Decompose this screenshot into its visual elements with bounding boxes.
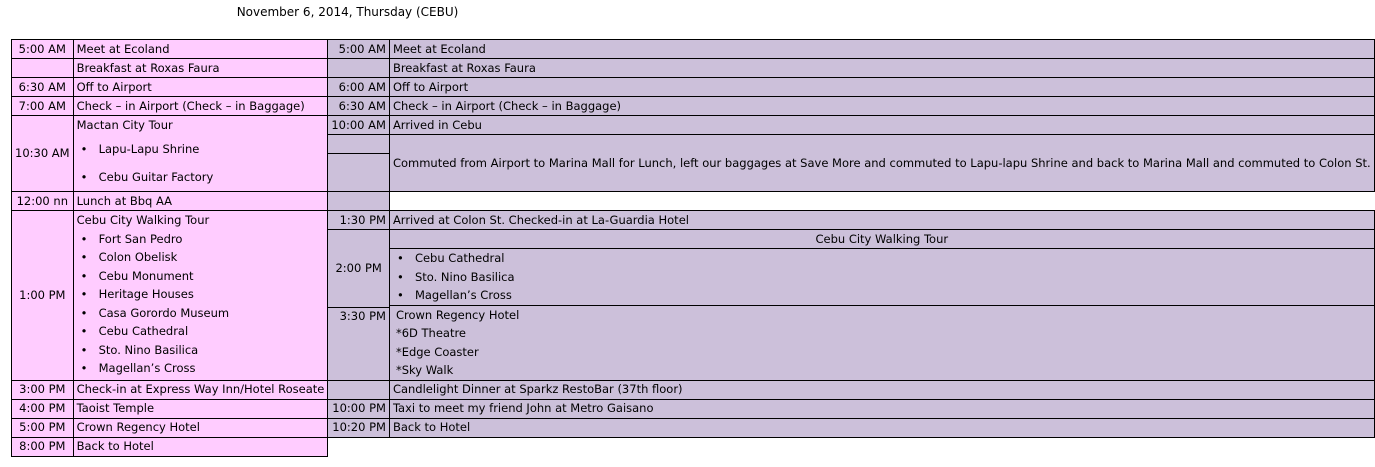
table-row (12, 418, 1375, 437)
actual-time-cell: 5:00 AM (328, 40, 390, 59)
plan-activity-cell: Crown Regency Hotel (73, 418, 328, 437)
sub-item: *6D Theatre (395, 326, 467, 340)
plan-time-cell: 12:00 nn (12, 192, 74, 211)
plan-activity-cell (73, 211, 328, 381)
page-title: November 6, 2014, Thursday (CEBU) (236, 5, 459, 19)
bullet-item: • Magellan’s Cross (77, 359, 325, 378)
plan-activity-cell: Back to Hotel (73, 437, 328, 456)
sub-item: *Edge Coaster (395, 344, 479, 359)
table-row (12, 399, 1375, 418)
actual-activity-cell: Commuted from Airport to Marina Mall for Lunch, left our baggages at Save More and commuted to Lapu-lapu Shrine and back to Marina Mall and commuted to Colon St. (389, 135, 1374, 192)
sub-item: *Sky Walk (395, 363, 454, 377)
bullet-item: • Magellan’s Cross (393, 286, 1371, 305)
actual-time-cell: 10:20 PM (328, 418, 390, 437)
bullet-item: • Cebu Monument (77, 267, 325, 286)
itinerary-table (11, 39, 1375, 457)
actual-time-cell (328, 380, 390, 399)
plan-activity-cell: Meet at Ecoland (73, 40, 328, 59)
bullet-item: • Cebu Cathedral (393, 249, 1371, 268)
actual-time-cell: 10:00 AM (328, 116, 390, 135)
bullet-item: • Heritage Houses (77, 285, 325, 304)
table-row (12, 97, 1375, 116)
actual-time-cell (328, 192, 390, 211)
plan-time-cell: 7:00 AM (12, 97, 74, 116)
table-row (12, 78, 1375, 97)
plan-time-cell: 1:00 PM (12, 211, 74, 381)
plan-time-cell: 8:00 PM (12, 437, 74, 456)
actual-activity-cell: Cebu City Walking Tour (389, 230, 1374, 249)
actual-time-cell: 6:00 AM (328, 78, 390, 97)
plan-activity-cell: Lunch at Bbq AA (73, 192, 328, 211)
plan-activity-cell: Check – in Airport (Check – in Baggage) (73, 97, 328, 116)
plan-time-cell: 4:00 PM (12, 399, 74, 418)
plan-activity-cell (73, 116, 328, 192)
plan-time-cell: 6:30 AM (12, 78, 74, 97)
activity-heading: Crown Regency Hotel (395, 307, 520, 322)
plan-activity-cell: Off to Airport (73, 78, 328, 97)
actual-activity-cell: Arrived at Colon St. Checked-in at La-Guardia Hotel (389, 211, 1374, 230)
bullet-item: • Lapu-Lapu Shrine (77, 135, 325, 163)
actual-activity-cell (389, 249, 1374, 306)
actual-time-cell: 1:30 PM (328, 211, 390, 230)
actual-activity-cell: Check – in Airport (Check – in Baggage) (389, 97, 1374, 116)
activity-heading: Mactan City Tour (76, 118, 173, 132)
bullet-item: • Cebu Guitar Factory (77, 163, 325, 191)
actual-time-cell (328, 135, 390, 154)
plan-time-cell: 5:00 PM (12, 418, 74, 437)
actual-activity-cell: Back to Hotel (389, 418, 1374, 437)
actual-time-cell: 6:30 AM (328, 97, 390, 116)
actual-activity-cell: Candlelight Dinner at Sparkz RestoBar (37th floor) (389, 380, 1374, 399)
activity-heading: Cebu City Walking Tour (76, 213, 210, 227)
plan-activity-cell: Breakfast at Roxas Faura (73, 59, 328, 78)
bullet-item: • Colon Obelisk (77, 248, 325, 267)
table-row (12, 380, 1375, 399)
actual-activity-cell: Arrived in Cebu (389, 116, 1374, 135)
plan-time-cell (12, 59, 74, 78)
actual-time-cell: 10:00 PM (328, 399, 390, 418)
table-row (12, 116, 1375, 135)
plan-activity-cell: Check-in at Express Way Inn/Hotel Roseate (73, 380, 328, 399)
table-row (12, 59, 1375, 78)
actual-time-cell (328, 59, 390, 78)
actual-time-cell: 3:30 PM (328, 307, 390, 380)
bullet-item: • Sto. Nino Basilica (393, 268, 1371, 287)
actual-activity-cell: Breakfast at Roxas Faura (389, 59, 1374, 78)
table-row (12, 40, 1375, 59)
actual-activity-cell: Meet at Ecoland (389, 40, 1374, 59)
bullet-item: • Cebu Cathedral (77, 322, 325, 341)
bullet-item: • Sto. Nino Basilica (77, 341, 325, 360)
actual-activity-cell: Taxi to meet my friend John at Metro Gaisano (389, 399, 1374, 418)
table-row (12, 437, 1375, 456)
plan-time-cell: 5:00 AM (12, 40, 74, 59)
actual-time-cell: 2:00 PM (328, 230, 390, 308)
actual-time-cell (328, 154, 390, 192)
actual-activity-cell: Off to Airport (389, 78, 1374, 97)
table-row (12, 211, 1375, 230)
table-row (12, 192, 1375, 211)
actual-activity-cell (389, 305, 1374, 380)
bullet-item: • Casa Gorordo Museum (77, 304, 325, 323)
plan-time-cell: 3:00 PM (12, 380, 74, 399)
plan-activity-cell: Taoist Temple (73, 399, 328, 418)
bullet-item: • Fort San Pedro (77, 230, 325, 249)
plan-time-cell: 10:30 AM (12, 116, 74, 192)
